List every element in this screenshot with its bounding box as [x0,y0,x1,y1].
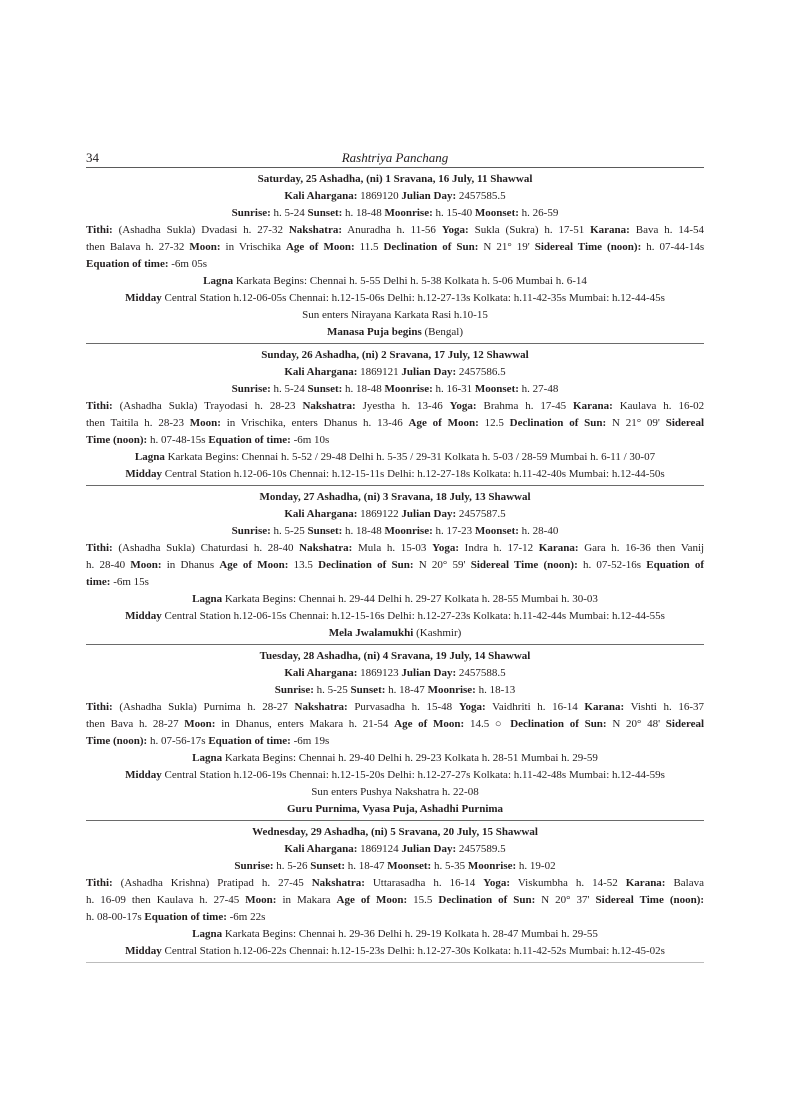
moon-line: h. 28-40 Moon: in Dhanus Age of Moon: 13.5 Declination of Sun: N 20° 59' Sidereal Time (noon): h. 07-52-16s Equation of [86,559,705,571]
kali-julian-line: Kali Ahargana: 1869124 Julian Day: 2457589.5 [284,843,506,855]
equation-line: Equation of time: -6m 05s [86,258,207,270]
kali-julian-line: Kali Ahargana: 1869120 Julian Day: 2457585.5 [284,190,506,202]
panchang-page [86,150,704,963]
day-heading: Wednesday, 29 Ashadha, (ni) 5 Sravana, 20 July, 15 Shawwal [252,826,538,838]
lagna-line: Lagna Karkata Begins: Chennai h. 29-40 Delhi h. 29-23 Kolkata h. 28-51 Mumbai h. 29-59 [192,752,598,764]
tithi-line: Tithi: (Ashadha Sukla) Purnima h. 28-27 Nakshatra: Purvasadha h. 15-48 Yoga: Vaidhriti h. 16-14 Karana: Vishti h. 16-37 [86,701,704,713]
kali-julian-line: Kali Ahargana: 1869122 Julian Day: 2457587.5 [284,508,506,520]
day-entry-tuesday [86,645,704,821]
sun-moon-times: Sunrise: h. 5-25 Sunset: h. 18-47 Moonrise: h. 18-13 [274,684,516,696]
sidereal-equation-line: h. 08-00-17s Equation of time: -6m 22s [86,911,266,923]
day-heading: Monday, 27 Ashadha, (ni) 3 Sravana, 18 July, 13 Shawwal [259,491,531,503]
sun-moon-times: Sunrise: h. 5-26 Sunset: h. 18-47 Moonset: h. 5-35 Moonrise: h. 19-02 [234,860,556,872]
tithi-line: Tithi: (Ashadha Sukla) Trayodasi h. 28-23 Nakshatra: Jyestha h. 13-46 Yoga: Brahma h. 17-45 Karana: Kaulava h. 16-02 [86,400,705,412]
midday-line: Midday Central Station h.12-06-10s Chennai: h.12-15-11s Delhi: h.12-27-18s Kolkata: h.11-42-40s Mumbai: h.12-44-50s [125,468,665,480]
page-number: 34 [86,150,99,165]
moon-line: then Taitila h. 28-23 Moon: in Vrischika, enters Dhanus h. 13-46 Age of Moon: 12.5 Declination of Sun: N 21° 09' Sidereal [86,417,704,429]
moon-line: h. 16-09 then Kaulava h. 27-45 Moon: in Makara Age of Moon: 15.5 Declination of Sun: N 20° 37' Sidereal Time (noon): [86,894,705,906]
sidereal-equation-line: Time (noon): h. 07-56-17s Equation of time: -6m 19s [86,735,330,747]
lagna-line: Lagna Karkata Begins: Chennai h. 5-55 Delhi h. 5-38 Kolkata h. 5-06 Mumbai h. 6-14 [203,275,587,287]
running-head [86,150,704,168]
day-entry-saturday [86,168,704,344]
running-title: Rashtriya Panchang [341,150,449,165]
sun-moon-times: Sunrise: h. 5-25 Sunset: h. 18-48 Moonrise: h. 17-23 Moonset: h. 28-40 [231,525,559,537]
tithi-line: Tithi: (Ashadha Sukla) Chaturdasi h. 28-40 Nakshatra: Mula h. 15-03 Yoga: Indra h. 17-12 Karana: Gara h. 16-36 then Vanij [86,542,705,554]
sun-moon-times: Sunrise: h. 5-24 Sunset: h. 18-48 Moonrise: h. 16-31 Moonset: h. 27-48 [231,383,559,395]
festival-line: Manasa Puja begins (Bengal) [327,326,463,338]
equation-line: time: -6m 15s [86,576,149,588]
midday-line: Midday Central Station h.12-06-19s Chennai: h.12-15-20s Delhi: h.12-27-27s Kolkata: h.11-42-48s Mumbai: h.12-44-59s [125,769,665,781]
midday-line: Midday Central Station h.12-06-22s Chennai: h.12-15-23s Delhi: h.12-27-30s Kolkata: h.11-42-52s Mumbai: h.12-45-02s [125,945,665,957]
lagna-line: Lagna Karkata Begins: Chennai h. 29-36 Delhi h. 29-19 Kolkata h. 28-47 Mumbai h. 29-55 [192,928,598,940]
day-heading: Saturday, 25 Ashadha, (ni) 1 Sravana, 16 July, 11 Shawwal [257,173,533,185]
midday-line: Midday Central Station h.12-06-15s Chennai: h.12-15-16s Delhi: h.12-27-23s Kolkata: h.11-42-44s Mumbai: h.12-44-55s [125,610,665,622]
moon-line: then Bava h. 28-27 Moon: in Dhanus, enters Makara h. 21-54 Age of Moon: 14.5 ○ Declination of Sun: N 20° 48' Sidereal [86,718,705,730]
moon-line: then Balava h. 27-32 Moon: in Vrischika Age of Moon: 11.5 Declination of Sun: N 21° 19' Sidereal Time (noon): h. 07-44-14s [86,241,705,253]
kali-julian-line: Kali Ahargana: 1869121 Julian Day: 2457586.5 [284,366,506,378]
sun-transit-note: Sun enters Pushya Nakshatra h. 22-08 [311,786,479,798]
lagna-line: Lagna Karkata Begins: Chennai h. 5-52 / 29-48 Delhi h. 5-35 / 29-31 Kolkata h. 5-03 / 28-59 Mumbai h. 6-11 / 30-07 [134,451,656,463]
lagna-line: Lagna Karkata Begins: Chennai h. 29-44 Delhi h. 29-27 Kolkata h. 28-55 Mumbai h. 30-03 [192,593,598,605]
festival-line: Guru Purnima, Vyasa Puja, Ashadhi Purnima [286,803,504,815]
sun-transit-note: Sun enters Nirayana Karkata Rasi h.10-15 [302,309,488,321]
festival-line: Mela Jwalamukhi (Kashmir) [328,627,462,639]
day-heading: Sunday, 26 Ashadha, (ni) 2 Sravana, 17 July, 12 Shawwal [261,349,529,361]
day-entry-monday [86,486,704,645]
sun-moon-times: Sunrise: h. 5-24 Sunset: h. 18-48 Moonrise: h. 15-40 Moonset: h. 26-59 [231,207,559,219]
day-entry-sunday [86,344,704,486]
day-heading: Tuesday, 28 Ashadha, (ni) 4 Sravana, 19 July, 14 Shawwal [259,650,531,662]
midday-line: Midday Central Station h.12-06-05s Chennai: h.12-15-06s Delhi: h.12-27-13s Kolkata: h.11-42-35s Mumbai: h.12-44-45s [125,292,665,304]
tithi-line: Tithi: (Ashadha Krishna) Pratipad h. 27-45 Nakshatra: Uttarasadha h. 16-14 Yoga: Viskumbha h. 14-52 Karana: Balava [86,877,704,889]
kali-julian-line: Kali Ahargana: 1869123 Julian Day: 2457588.5 [284,667,506,679]
sidereal-equation-line: Time (noon): h. 07-48-15s Equation of time: -6m 10s [86,434,330,446]
day-entry-wednesday [86,821,704,963]
tithi-line: Tithi: (Ashadha Sukla) Dvadasi h. 27-32 Nakshatra: Anuradha h. 11-56 Yoga: Sukla (Sukra) h. 17-51 Karana: Bava h. 14-54 [86,224,705,236]
